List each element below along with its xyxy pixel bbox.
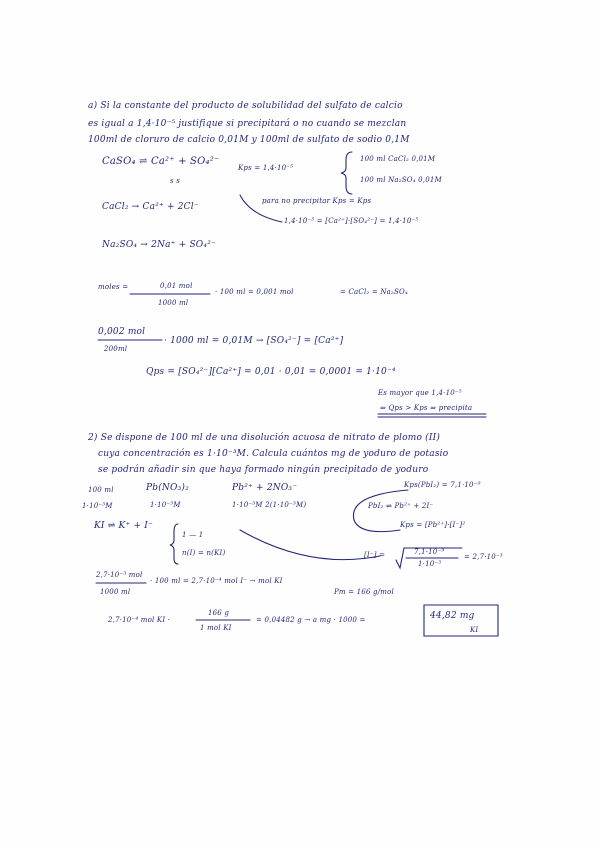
problem-2-statement-line3: se podrán añadir sin que haya formado ningún precipitado de yoduro [98, 465, 429, 475]
qps-calculation: Qps = [SO₄²⁻][Ca²⁺] = 0,01 · 0,01 = 0,0001 = 1·10⁻⁴ [146, 367, 396, 377]
brace-mark [341, 152, 352, 194]
mass-calc-numerator: 166 g [208, 609, 230, 617]
sqrt-numerator: 7,1·10⁻⁹ [414, 548, 445, 556]
brace-mark [170, 524, 178, 564]
concentration-numerator: 0,002 mol [98, 327, 146, 337]
iodide-concentration-result: = 2,7·10⁻³ [464, 553, 503, 561]
curved-arrow [240, 530, 380, 560]
lead-nitrate-dissociation: Pb²⁺ + 2NO₃⁻ [232, 483, 298, 493]
precipitation-condition: para no precipitar Kps = Kps [262, 197, 372, 205]
sqrt-denominator: 1·10⁻³ [418, 560, 442, 568]
concentration-denominator: 200ml [104, 345, 128, 353]
stoichiometry-ratio: 1 — 1 [182, 531, 204, 539]
problem-a-statement-line1: a) Si la constante del producto de solubilidad del sulfato de calcio [88, 101, 403, 111]
problem-a-statement-line2: es igual a 1,4·10⁻⁵ justifique si precipitará o no cuando se mezclan [88, 119, 407, 129]
ki-dissociation: KI ⇌ K⁺ + I⁻ [94, 521, 153, 531]
problem-a-statement-line3: 100ml de cloruro de calcio 0,01M y 100ml de sulfato de sodio 0,1M [88, 135, 410, 145]
iodide-concentration-label: [I⁻] = [364, 551, 386, 559]
moles-denominator: 1000 ml [158, 299, 189, 307]
iodide-moles-result: · 100 ml = 2,7·10⁻⁴ mol I⁻ → mol KI [150, 577, 283, 585]
molar-mass: Pm = 166 g/mol [334, 588, 394, 596]
ion-product-equation: 1,4·10⁻⁵ = [Ca²⁺]·[SO₄²⁻] = 1,4·10⁻⁵ [284, 217, 419, 225]
kps-value: Kps = 1,4·10⁻⁵ [238, 164, 294, 172]
moles-equivalence: n(I) = n(KI) [182, 549, 226, 557]
concentration-given: 1·10⁻³M [82, 502, 113, 510]
kps-pbi2-expression: Kps = [Pb²⁺]·[I⁻]² [400, 521, 466, 529]
lead-nitrate-formula: Pb(NO₃)₂ [146, 483, 189, 493]
equilibrium-caso4: CaSO₄ ⇌ Ca²⁺ + SO₄²⁻ [102, 156, 220, 167]
dissociation-na2so4: Na₂SO₄ → 2Na⁺ + SO₄²⁻ [102, 240, 216, 250]
problem-2-statement-line2: cuya concentración es 1·10⁻³M. Calcula cuántos mg de yoduro de potasio [98, 449, 449, 459]
ion-concentrations: 1·10⁻³M 2(1·10⁻³M) [232, 501, 307, 509]
lead-nitrate-concentration: 1·10⁻³M [150, 501, 181, 509]
mass-calc-denominator: 1 mol KI [200, 624, 232, 632]
final-answer-unit: KI [470, 626, 479, 634]
iodide-moles-denominator: 1000 ml [100, 588, 131, 596]
dissociation-cacl2: CaCl₂ → Ca²⁺ + 2Cl⁻ [102, 202, 199, 212]
solution-na2so4: 100 ml Na₂SO₄ 0,01M [360, 176, 442, 184]
concentration-result: · 1000 ml = 0,01M → [SO₄²⁻] = [Ca²⁺] [164, 336, 344, 346]
final-answer: 44,82 mg [430, 611, 475, 621]
solubility-labels: s s [170, 177, 181, 185]
volume-given: 100 ml [88, 486, 114, 494]
kps-pbi2: Kps(PbI₂) = 7,1·10⁻⁹ [404, 481, 481, 489]
mass-calc-result: = 0,04482 g → a mg · 1000 = [256, 616, 366, 624]
conclusion-line2: ⇒ Qps > Kps ⇒ precipita [380, 404, 473, 412]
conclusion-line1: Es mayor que 1,4·10⁻⁵ [378, 389, 462, 397]
moles-equality: = CaCl₂ = Na₂SO₄ [340, 288, 408, 296]
mass-calc-start: 2,7·10⁻⁴ mol KI · [108, 616, 171, 624]
moles-result: · 100 ml = 0,001 mol [215, 288, 294, 296]
moles-numerator: 0,01 mol [160, 282, 193, 290]
iodide-moles-numerator: 2,7·10⁻³ mol [96, 571, 143, 579]
moles-label: moles = [98, 283, 129, 291]
problem-2-statement-line1: 2) Se dispone de 100 ml de una disolución acuosa de nitrato de plomo (II) [88, 433, 441, 443]
solution-cacl2: 100 ml CaCl₂ 0,01M [360, 155, 436, 163]
pbi2-equilibrium: PbI₂ ⇌ Pb²⁺ + 2I⁻ [368, 502, 434, 510]
